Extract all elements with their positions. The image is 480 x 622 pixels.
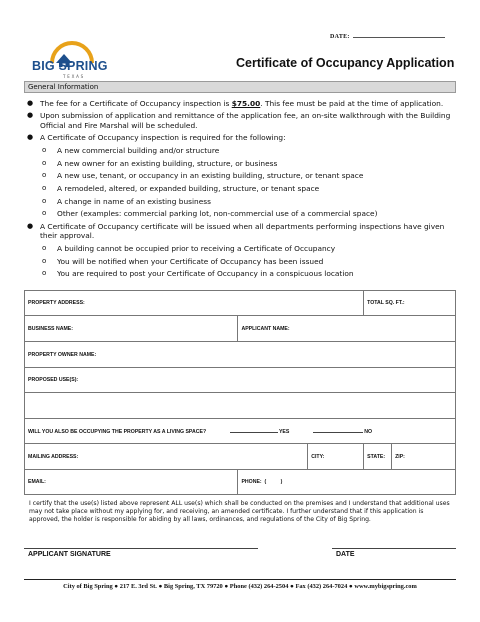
page-title: Certificate of Occupancy Application [236,56,455,70]
footer-contact: City of Big Spring ● 217 E. 3rd St. ● Big Spring, TX 79720 ● Phone (432) 264-2504 ● Fax (432) 264-7024 ● www.mybigspring.com [63,583,417,590]
logo-wordmark: BIG SPRING [32,59,108,73]
section-header: General Information [24,81,456,93]
circle-bullet-icon: o [42,158,47,167]
sub-list-item: o A building cannot be occupied prior to receiving a Certificate of Occupancy [42,243,336,253]
date-line [353,33,445,38]
email-field[interactable]: EMAIL: [25,470,238,495]
footer-divider [24,579,456,580]
sub-list-item: o You will be notified when your Certificate of Occupancy has been issued [42,256,324,266]
issued-intro-text: A Certificate of Occupancy certificate will be issued when all departments performing inspections have given their approval. [40,221,445,241]
fee-amount: $75.00 [231,99,261,108]
property-owner-name-field[interactable]: PROPERTY OWNER NAME: [25,342,456,368]
date-field[interactable] [330,33,445,40]
proposed-uses-continued-field[interactable] [25,393,456,419]
circle-bullet-icon: o [42,171,47,180]
property-address-field[interactable]: PROPERTY ADDRESS: [25,291,364,316]
required-intro-text: A Certificate of Occupancy inspection is required for the following: [40,133,286,143]
no-blank[interactable] [313,428,363,433]
phone-area-code: ( ) [264,479,283,485]
yes-blank[interactable] [230,428,278,433]
mailing-address-field[interactable]: MAILING ADDRESS: [25,444,308,470]
bullet-icon: ● [27,111,34,120]
zip-field[interactable]: ZIP: [392,444,456,470]
fee-text: The fee for a Certificate of Occupancy inspection is [40,99,232,108]
certification-statement: I certify that the use(s) listed above represent ALL use(s) which shall be conducted on the premises and I understand that additional uses may not take place without my applying for, and receiving, an amended certificate. I further understand that if this application is approved, the holder is responsible for abiding by all laws, ordinances, and regulations of the City of Big Spring. [29,500,450,523]
business-name-field[interactable]: BUSINESS NAME: [25,316,238,342]
sub-list-item: o A new commercial building and/or structure [42,145,220,155]
circle-bullet-icon: o [42,243,47,252]
circle-bullet-icon: o [42,269,47,278]
bullet-icon: ● [27,99,34,107]
fee-text-suffix: . This fee must be paid at the time of application. [260,99,444,108]
phone-field[interactable]: PHONE: ( ) [238,470,456,495]
date-signature-label: DATE [336,551,355,558]
sub-list-item: o Other (examples: commercial parking lot, non-commercial use of a commercial space) [42,209,378,219]
living-space-question: WILL YOU ALSO BE OCCUPYING THE PROPERTY AS A LIVING SPACE? [28,428,207,435]
circle-bullet-icon: o [42,256,47,265]
application-form [24,290,456,495]
applicant-signature-line[interactable] [24,548,258,549]
date-signature-line[interactable] [332,548,456,549]
list-item [24,99,456,108]
list-item [24,222,456,241]
logo-state: TEXAS [63,74,85,79]
proposed-uses-field[interactable]: PROPOSED USE(S): [25,368,456,393]
date-label: DATE: [330,34,350,40]
walkthrough-text: Upon submission of application and remittance of the application fee, an on-site walkthrough with the Building Official and Fire Marshal will be scheduled. [40,111,451,130]
sub-list-item: o A remodeled, altered, or expanded building, structure, or tenant space [42,184,320,194]
circle-bullet-icon: o [42,184,47,193]
yes-label: YES [278,428,290,435]
total-sq-ft-field[interactable]: TOTAL SQ. FT.: [364,291,456,316]
circle-bullet-icon: o [42,209,47,218]
city-field[interactable]: CITY: [308,444,364,470]
applicant-name-field[interactable]: APPLICANT NAME: [238,316,456,342]
circle-bullet-icon: o [42,196,47,205]
no-label: NO [364,428,373,435]
circle-bullet-icon: o [42,145,47,154]
state-field[interactable]: STATE: [364,444,392,470]
sub-list-item: o A change in name of an existing business [42,196,211,206]
list-item [24,133,456,142]
sub-list-item: o A new owner for an existing building, structure, or business [42,158,278,168]
general-information [24,96,456,279]
applicant-signature-label: APPLICANT SIGNATURE [28,551,111,558]
list-item [24,111,456,130]
bullet-icon: ● [27,221,34,230]
living-space-question-row [25,419,456,444]
sub-list-item: o You are required to post your Certificate of Occupancy in a conspicuous location [42,269,354,279]
bullet-icon: ● [27,133,34,142]
sub-list-item: o A new use, tenant, or occupancy in an existing building, structure, or tenant space [42,171,364,181]
